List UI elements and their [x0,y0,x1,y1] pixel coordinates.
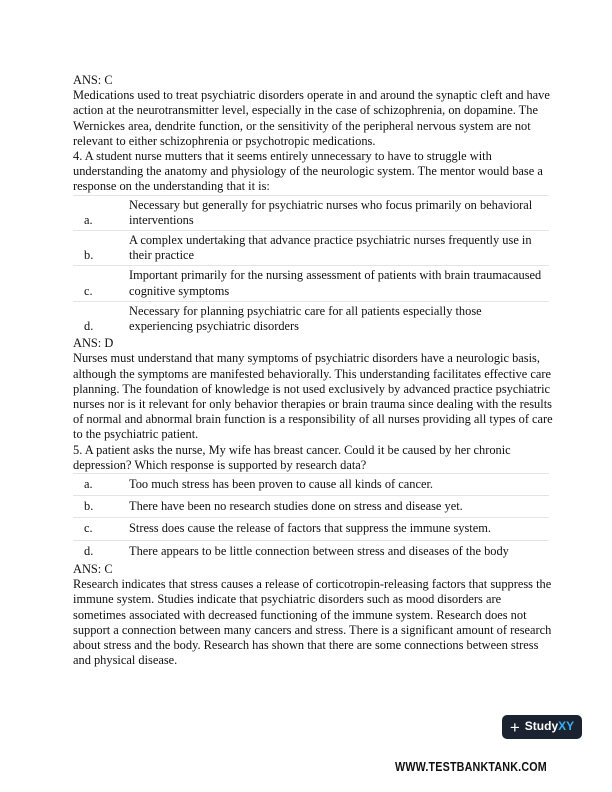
q4-choices [73,195,549,337]
choice-letter: d. [84,319,94,334]
q4-stem: 4. A student nurse mutters that it seems entirely unnecessary to have to struggle with understanding the anatomy and physiology of the neurologic system. The mentor would base a response on the understanding that it is: [73,149,543,194]
choice-letter: b. [84,499,94,514]
q4-choice-d [73,301,549,336]
q5-choice-a [73,474,549,496]
choice-letter: a. [84,212,93,227]
choice-letter: a. [84,477,93,492]
q5-choices [73,473,549,562]
q4-rationale: Nurses must understand that many symptoms of psychiatric disorders have a neurologic basis, although the symptoms are manifested behaviorally. This understanding facilitates effective care planning. The foundation of knowledge is not used exclusively by advanced practice psychiatric nurses nor is it relevant for only behavior therapies or brain trauma since dealing with the results of normal and abnormal brain function is a responsibility of all nurses providing all types of care to the psychiatric patient. [73,351,553,442]
q3-answer: ANS: C [73,73,113,87]
page-content [73,73,553,668]
choice-text: A complex undertaking that advance practice psychiatric nurses frequently use in their practice [129,233,532,263]
q4-choice-b [73,231,549,266]
q4-choice-a [73,195,549,230]
footer-url[interactable]: WWW.TESTBANKTANK.COM [395,760,547,774]
choice-text: Necessary for planning psychiatric care for all patients especially those experiencing psychiatric disorders [129,303,482,334]
q4-answer: ANS: D [73,336,114,351]
q5-choice-d [73,540,549,562]
choice-text: Important primarily for the nursing assessment of patients with brain traumacaused cognitive symptoms [129,268,542,298]
brand-name-accent: XY [558,719,575,734]
q5-rationale: Research indicates that stress causes a release of corticotropin-releasing factors that suppress the immune system. Studies indicate that psychiatric disorders such as mood disorders are sometimes associated with decreased functioning of the immune system. Research does not support a connection between many cancers and stress. There is a significant amount of research about stress and the body. Research has shown that there are some connections between stress and physical disease. [73,577,552,668]
choice-letter: b. [84,248,94,263]
q5-answer: ANS: C [73,561,113,576]
choice-text: Necessary but generally for psychiatric nurses who focus primarily on behavioral interventions [129,197,533,227]
choice-text: There appears to be little connection between stress and diseases of the body [129,543,509,558]
choice-text: Too much stress has been proven to cause all kinds of cancer. [129,477,433,492]
plus-icon: + [509,717,520,737]
q5-choice-b [73,496,549,518]
q5-choice-c [73,518,549,540]
choice-letter: d. [84,543,94,558]
q3-rationale: Medications used to treat psychiatric disorders operate in and around the synaptic cleft and have action at the neurotransmitter level, especially in the case of schizophrenia, on dopamine. The Wernickes area, dendrite function, or the sensitivity of the peripheral nervous system are not relevant to either schizophrenia or psychotropic medications. [73,88,550,148]
choice-text: Stress does cause the release of factors that suppress the immune system. [129,521,491,536]
q5-stem: 5. A patient asks the nurse, My wife has breast cancer. Could it be caused by her chronic depression? Which response is supported by research data? [73,442,511,472]
brand-name-main: Study [524,719,559,734]
q4-choice-c [73,266,549,301]
choice-text: There have been no research studies done on stress and disease yet. [129,499,463,514]
studyxy-logo[interactable] [502,715,582,739]
choice-letter: c. [84,283,93,298]
choice-letter: c. [84,521,93,536]
